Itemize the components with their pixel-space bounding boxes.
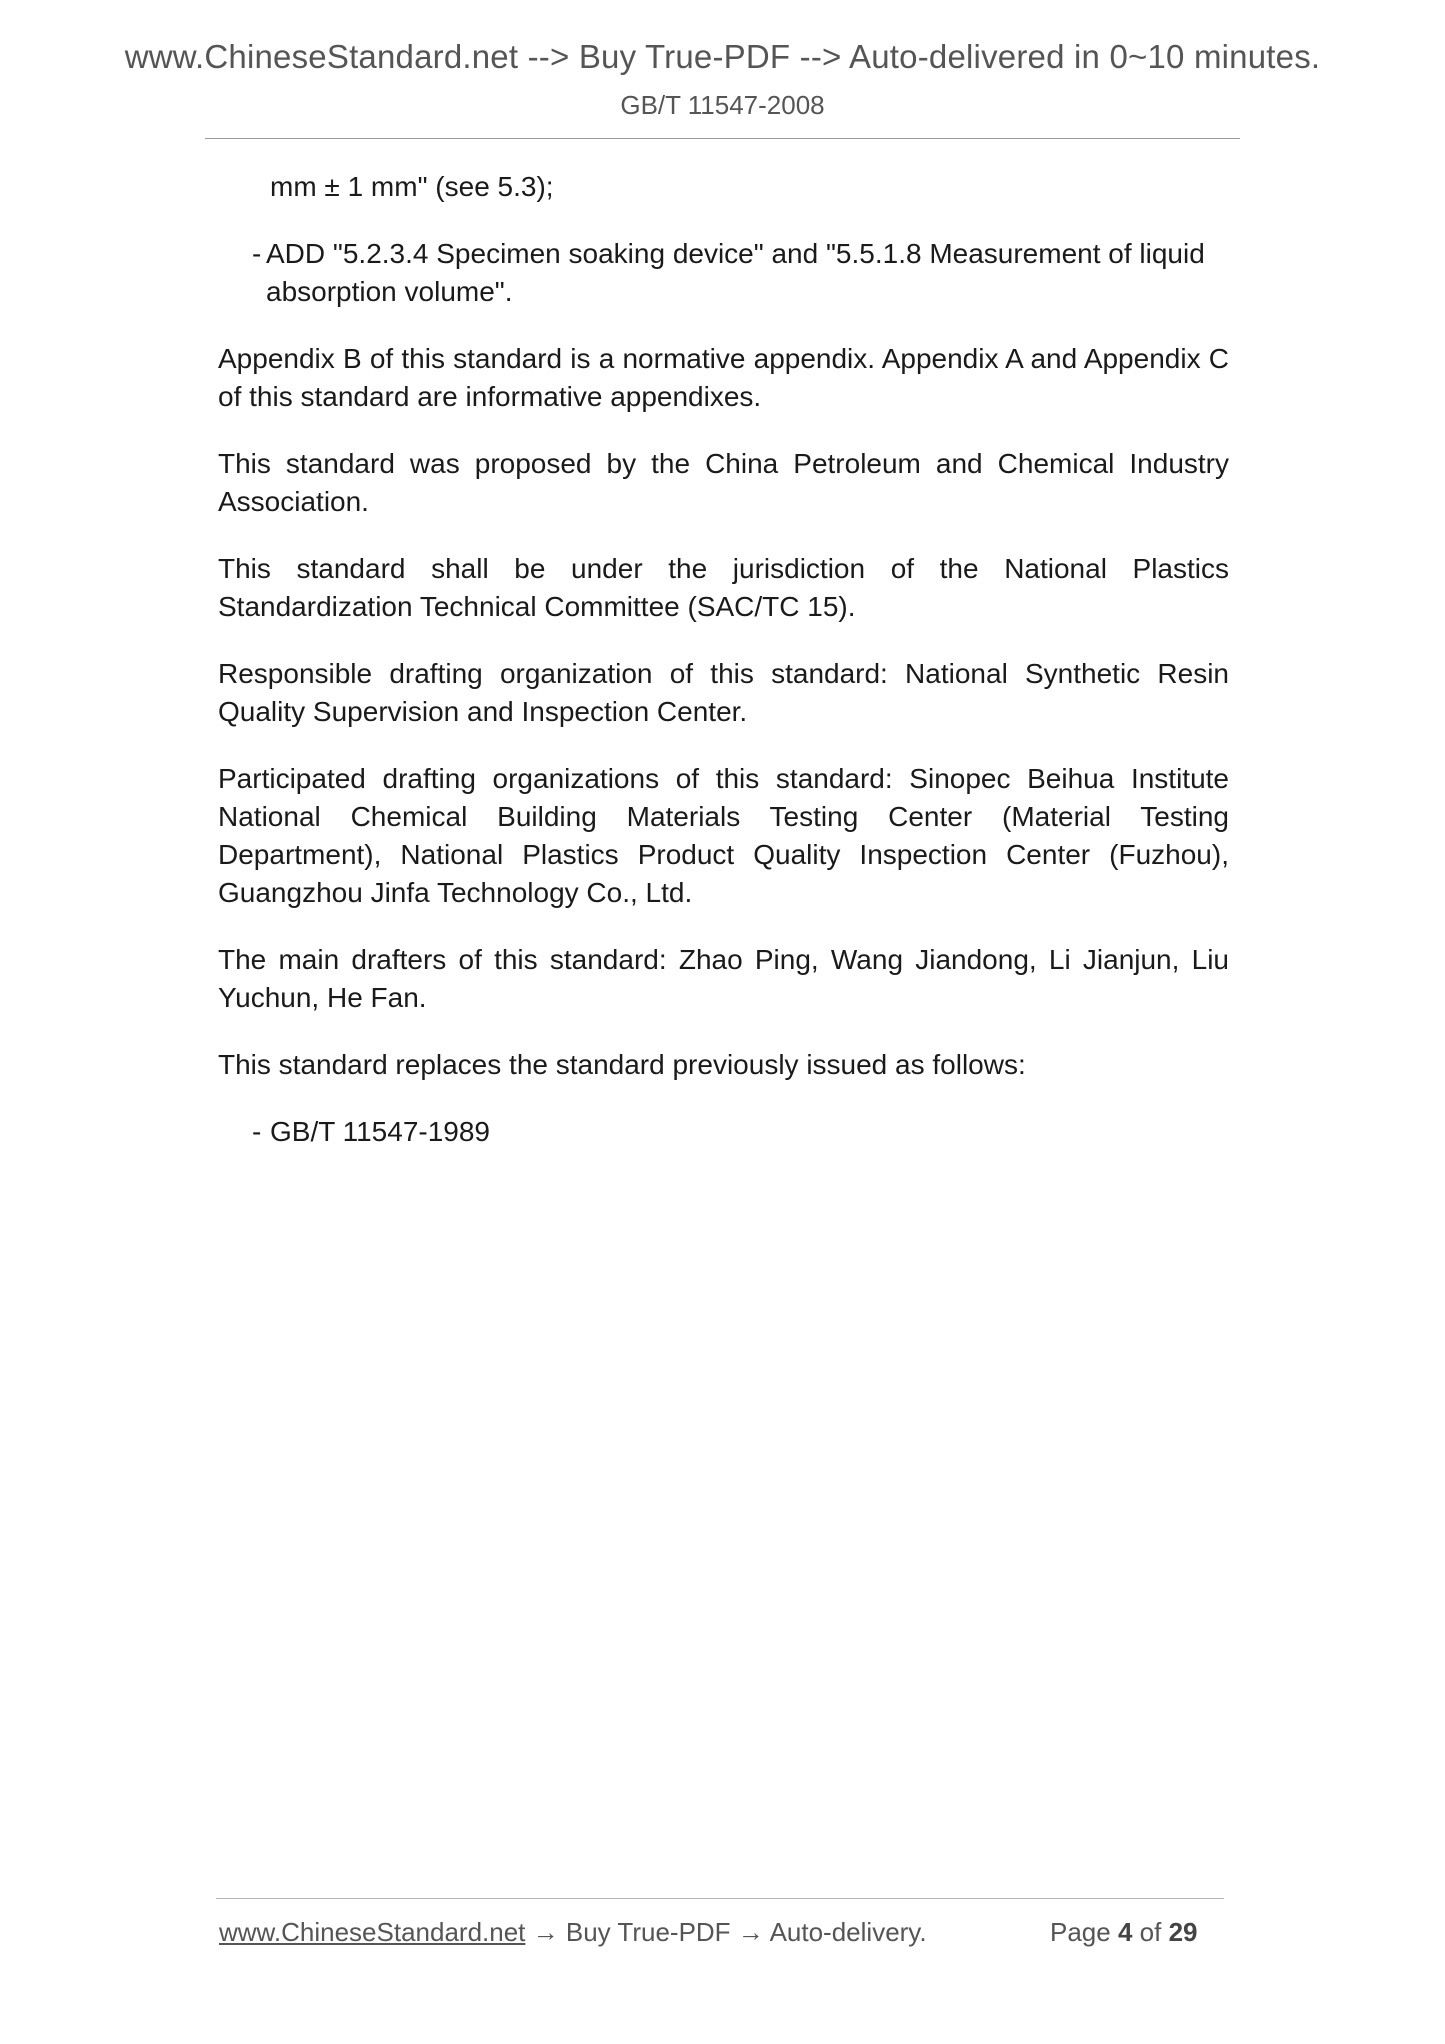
- paragraph-drafters: The main drafters of this standard: Zhao Ping, Wang Jiandong, Li Jianjun, Liu Yuchun, He Fan.: [218, 944, 1229, 1013]
- bullet-text: ADD "5.2.3.4 Specimen soaking device" and "5.5.1.8 Measurement of liquid absorption volume".: [266, 238, 1205, 307]
- page-label: Page: [1050, 1917, 1111, 1947]
- bullet-text: GB/T 11547-1989: [270, 1116, 491, 1147]
- paragraph-jurisdiction: This standard shall be under the jurisdiction of the National Plastics Standardization Technical Committee (SAC/TC 15).: [218, 553, 1229, 622]
- paragraph-responsible-org: Responsible drafting organization of this standard: National Synthetic Resin Quality Supervision and Inspection Center.: [218, 658, 1229, 727]
- footer-promo-text: → Buy True-PDF → Auto-delivery.: [525, 1917, 927, 1947]
- standard-number: GB/T 11547-2008: [620, 90, 825, 120]
- paragraph-replaces: This standard replaces the standard previously issued as follows:: [218, 1049, 1026, 1080]
- page-indicator: [1050, 1917, 1198, 1948]
- header-banner: www.ChineseStandard.net --> Buy True-PDF --> Auto-delivered in 0~10 minutes.: [124, 38, 1321, 75]
- footer-site-link[interactable]: www.ChineseStandard.net: [219, 1917, 526, 1947]
- of-label: of: [1139, 1917, 1162, 1947]
- bullet-item-add: [218, 235, 1229, 311]
- bullet-dash: -: [252, 238, 262, 269]
- header-divider: [205, 138, 1240, 139]
- bullet-dash: -: [252, 1116, 262, 1147]
- paragraph-participating-orgs: Participated drafting organizations of this standard: Sinopec Beihua Institute National Chemical Building Materials Testing Center (Material Testing Department), National Plastics Product Quality Inspection Center (Fuzhou), Guangzhou Jinfa Technology Co., Ltd.: [218, 763, 1229, 908]
- total-pages: 29: [1168, 1917, 1198, 1947]
- bullet-item-replaced-standard: [218, 1113, 1229, 1151]
- paragraph-appendix: Appendix B of this standard is a normative appendix. Appendix A and Appendix C of this standard are informative appendixes.: [218, 343, 1229, 412]
- footer-divider: [216, 1898, 1224, 1899]
- continuation-line: mm ± 1 mm" (see 5.3);: [270, 171, 554, 202]
- page-number: 4: [1117, 1917, 1133, 1947]
- footer-promo: [219, 1917, 927, 1948]
- paragraph-proposed-by: This standard was proposed by the China Petroleum and Chemical Industry Association.: [218, 448, 1229, 517]
- document-body: [218, 168, 1229, 1180]
